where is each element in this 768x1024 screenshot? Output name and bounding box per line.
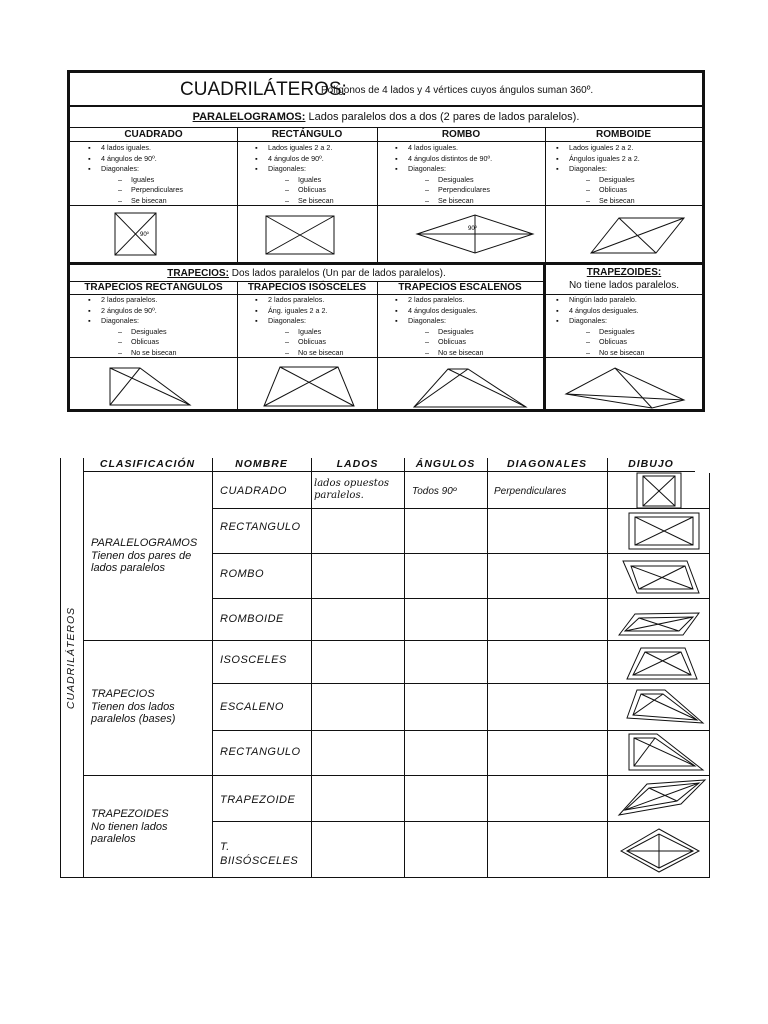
col-divider (487, 458, 488, 878)
quadrilaterals-summary-chart (67, 70, 705, 412)
diagonal (634, 738, 655, 766)
group-desc: paralelos (bases) (91, 713, 176, 725)
chart-title: CUADRILÁTEROS: (180, 79, 347, 100)
property: ▪ Lados iguales 2 a 2. (255, 143, 334, 154)
sub-property: – No se bisecan (88, 348, 177, 359)
scalene-trapezoid-shape (414, 369, 526, 407)
divider (70, 141, 702, 142)
divider (237, 128, 238, 262)
sub-property: – Perpendiculares (88, 185, 183, 196)
row-name-rectangulo-trapecio: RECTANGULO (220, 746, 301, 758)
header-clasificacion: CLASIFICACIÓN (99, 458, 196, 470)
romboide-properties (556, 143, 640, 206)
property: ▪ 2 lados paralelos. (255, 295, 344, 306)
paralelogramos-drawings (70, 206, 702, 262)
row-name-isosceles: ISOSCELES (220, 654, 287, 666)
section-divider (70, 262, 702, 265)
header-nombre: NOMBRE (235, 458, 288, 470)
border (709, 473, 710, 878)
col-divider (404, 458, 405, 878)
row-name-cuadrado: CUADRADO (220, 485, 287, 497)
property: ▪ 4 ángulos distintos de 90º. (395, 154, 492, 165)
property: ▪ 2 ángulos de 90º. (88, 306, 177, 317)
property: ▪ 2 lados paralelos. (88, 295, 177, 306)
property: ▪ 4 ángulos desiguales. (556, 306, 645, 317)
answer-line: paralelos. (314, 490, 364, 501)
col-header-trapecio-escaleno: TRAPECIOS ESCALENOS (398, 282, 522, 293)
diagonal (649, 788, 677, 801)
divider (545, 128, 546, 262)
diagonal (110, 368, 140, 405)
name-line: BIISÓSCELES (220, 855, 299, 867)
row-name-trapezoide: TRAPEZOIDE (220, 794, 296, 806)
property: ▪ Ángulos iguales 2 a 2. (556, 154, 640, 165)
col-divider (311, 458, 312, 878)
name-line: T. (220, 841, 230, 853)
sub-property: – Oblicuas (255, 337, 344, 348)
divider (237, 281, 238, 409)
diagonal (110, 368, 190, 405)
diagonal (634, 738, 695, 766)
col-divider (212, 458, 213, 878)
sub-property: – Desiguales (556, 175, 640, 186)
row-name-rombo: ROMBO (220, 568, 265, 580)
quadrilaterals-worksheet-table (60, 458, 710, 878)
answer-lados-cuadrado[interactable] (314, 478, 389, 502)
sub-property: – Se bisecan (88, 196, 183, 207)
paralelogramos-heading (70, 107, 702, 127)
property: ▪ Ningún lado paralelo. (556, 295, 645, 306)
sub-property: – Oblicuas (556, 185, 640, 196)
col-header-rectangulo: RECTÁNGULO (271, 129, 343, 140)
answer-diagonales-cuadrado[interactable]: Perpendiculares (494, 486, 567, 497)
sub-property: – Desiguales (395, 327, 484, 338)
angle-label: 90º (468, 226, 477, 232)
group-desc: No tienen lados (91, 820, 168, 833)
group-paralelogramos (91, 537, 197, 575)
isosceles-trapezoid-shape (633, 652, 691, 675)
property: ▪ Diagonales: (395, 164, 492, 175)
trapezoide-properties (556, 295, 645, 358)
property: ▪ 4 ángulos desiguales. (395, 306, 484, 317)
row-name-escaleno: ESCALENO (220, 701, 284, 713)
scalene-trapezoid-shape (633, 694, 697, 720)
col-header-romboide: ROMBOIDE (596, 129, 651, 140)
dibujo-column (607, 458, 709, 878)
property: ▪ 4 ángulos de 90º. (88, 154, 183, 165)
header-lados: LADOS (336, 458, 379, 470)
angle-label: 90º (140, 232, 149, 238)
property: ▪ Diagonales: (88, 316, 177, 327)
diagonal (280, 367, 354, 406)
sub-property: – Oblicuas (556, 337, 645, 348)
sub-property: – Iguales (255, 327, 344, 338)
trapecios-drawings (70, 358, 702, 410)
divider (377, 128, 378, 262)
sub-property: – Oblicuas (255, 185, 334, 196)
sub-property: – Oblicuas (395, 337, 484, 348)
group-desc: Tienen dos lados (91, 700, 175, 713)
sub-property: – Desiguales (395, 175, 492, 186)
trapezoid-shape (566, 368, 684, 408)
diagonal (645, 652, 691, 675)
property: ▪ Diagonales: (556, 164, 640, 175)
group-title: TRAPECIOS (91, 688, 155, 700)
property: ▪ 4 lados iguales. (395, 143, 492, 154)
diagonal (633, 652, 681, 675)
diagonal (619, 218, 656, 253)
trapecios-heading (70, 266, 543, 281)
property: ▪ 4 lados iguales. (88, 143, 183, 154)
col-header-cuadrado: CUADRADO (124, 129, 183, 140)
trapezoides-label: TRAPEZOIDES: (586, 267, 662, 278)
property: ▪ Áng. iguales 2 a 2. (255, 306, 344, 317)
property: ▪ Diagonales: (255, 316, 344, 327)
side-label-container (60, 608, 83, 708)
property: ▪ Diagonales: (556, 316, 645, 327)
cuadrado-properties (88, 143, 183, 206)
trapecios-desc: Dos lados paralelos (Un par de lados paralelos). (231, 268, 446, 279)
sub-property: – Se bisecan (255, 196, 334, 207)
trapezoides-heading (546, 266, 702, 292)
answer-line: lados opuestos (314, 478, 389, 489)
row-name-romboide: ROMBOIDE (220, 613, 284, 625)
sub-property: – Desiguales (88, 327, 177, 338)
group-desc: paralelos (91, 833, 136, 845)
trapecio-isosceles-properties (255, 295, 344, 358)
sub-property: – Desiguales (556, 327, 645, 338)
paralelogramos-label: PARALELOGRAMOS: (192, 111, 306, 123)
paralelogramos-desc: Lados paralelos dos a dos (2 pares de lados paralelos). (308, 111, 580, 123)
isosceles-trapezoid-shape (264, 367, 354, 406)
side-label: CUADRILÁTEROS (65, 606, 78, 710)
diagonal (264, 367, 338, 406)
property: ▪ Diagonales: (255, 164, 334, 175)
property: ▪ Lados iguales 2 a 2. (556, 143, 640, 154)
sub-property: – Iguales (88, 175, 183, 186)
col-header-trapecio-rectangulo: TRAPECIOS RECTÁNGULOS (84, 282, 223, 293)
chart-title-bar (70, 73, 702, 107)
border (83, 458, 84, 878)
property: ▪ Diagonales: (395, 316, 484, 327)
sub-property: – No se bisecan (556, 348, 645, 359)
row-name-biisosceles (220, 840, 298, 868)
trapecio-rectangulo-properties (88, 295, 177, 358)
rombo-properties (395, 143, 492, 206)
sub-property: – Oblicuas (88, 337, 177, 348)
sub-property: – Se bisecan (556, 196, 640, 207)
sub-property: – Perpendiculares (395, 185, 492, 196)
row-name-rectangulo: RECTANGULO (220, 521, 301, 533)
group-trapezoides (91, 808, 169, 846)
header-underline (83, 471, 695, 472)
property: ▪ 4 ángulos de 90º. (255, 154, 334, 165)
rectangulo-properties (255, 143, 334, 206)
property: ▪ Diagonales: (88, 164, 183, 175)
sub-property: – Iguales (255, 175, 334, 186)
sub-property: – No se bisecan (255, 348, 344, 359)
group-desc: lados paralelos (91, 562, 165, 574)
diagonal (414, 369, 468, 407)
group-title: TRAPEZOIDES (91, 808, 169, 820)
col-header-rombo: ROMBO (441, 129, 481, 140)
trapecios-label: TRAPECIOS: (167, 268, 229, 279)
sub-property: – Se bisecan (395, 196, 492, 207)
answer-angulos-cuadrado[interactable]: Todos 90º (412, 486, 457, 497)
diagonal (615, 368, 652, 408)
property: ▪ 2 lados paralelos. (395, 295, 484, 306)
sub-property: – No se bisecan (395, 348, 484, 359)
diagonal (639, 618, 679, 631)
header-dibujo: DIBUJO (628, 458, 674, 470)
trapezoides-desc: No tiene lados paralelos. (568, 280, 680, 291)
header-angulos: ÁNGULOS (415, 458, 476, 470)
group-desc: Tienen dos pares de (91, 549, 192, 562)
group-title: PARALELOGRAMOS (91, 537, 198, 549)
divider (377, 281, 378, 409)
chart-subtitle: Polígonos de 4 lados y 4 vértices cuyos ángulos suman 360º. (321, 85, 594, 96)
group-trapecios (91, 688, 175, 726)
diagonal (639, 566, 685, 589)
col-header-trapecio-isosceles: TRAPECIOS ISÓSCELES (247, 282, 367, 293)
header-diagonales: DIAGONALES (506, 458, 587, 470)
trapecio-escaleno-properties (395, 295, 484, 358)
